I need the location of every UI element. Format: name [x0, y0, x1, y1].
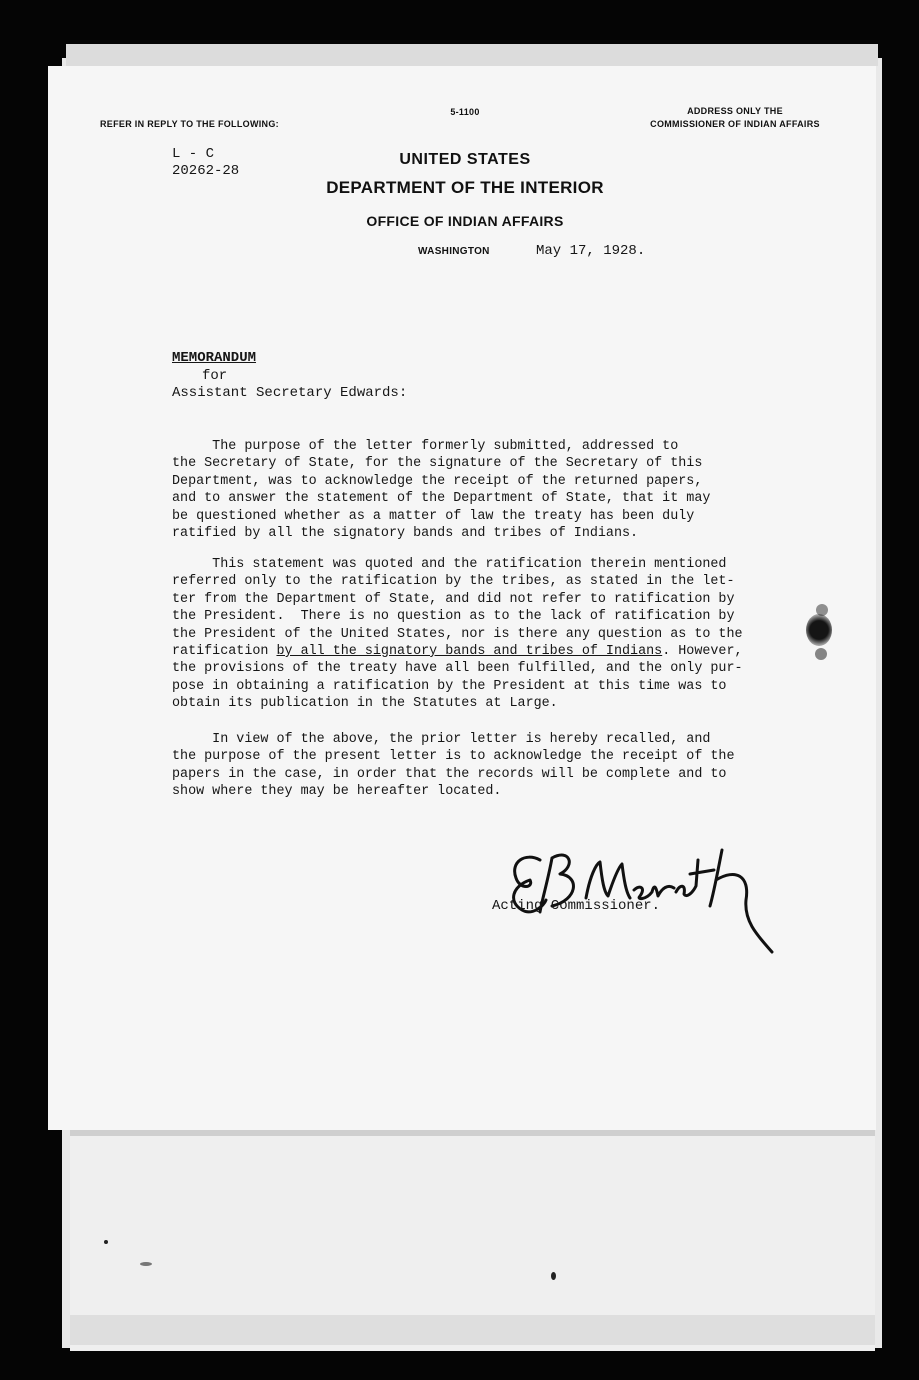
file-reference	[172, 146, 239, 180]
body-line: pose in obtaining a ratification by the President at this time was to	[172, 678, 727, 694]
ink-smudge	[806, 614, 832, 646]
memo-for: for	[202, 367, 228, 384]
body-line: the purpose of the present letter is to acknowledge the receipt of the	[172, 749, 735, 765]
memo-heading	[172, 350, 407, 403]
form-number: 5-1100	[450, 107, 480, 117]
paragraph-2	[172, 556, 792, 713]
underlined-phrase: by all the signatory bands and tribes of Indians	[276, 643, 663, 659]
letterhead-department: DEPARTMENT OF THE INTERIOR	[326, 178, 604, 197]
body-line: the Secretary of State, for the signature of the Secretary of this	[172, 456, 703, 472]
body-line: ratified by all the signatory bands and tribes of Indians.	[172, 525, 639, 541]
memo-title: MEMORANDUM	[172, 350, 257, 366]
body-text: . However,	[662, 643, 743, 659]
file-reference-line-1: L - C	[172, 146, 215, 162]
bottom-sheet-edge	[70, 1315, 875, 1345]
body-text: ratification	[172, 643, 277, 659]
ink-spot	[140, 1262, 152, 1266]
body-line: papers in the case, in order that the records will be complete and to	[172, 766, 727, 782]
letterhead-city: WASHINGTON	[418, 246, 490, 257]
body-line: be questioned whether as a matter of law the treaty has been duly	[172, 508, 695, 524]
body-line: the provisions of the treaty have all been fulfilled, and the only pur-	[172, 661, 743, 677]
body-line: show where they may be hereafter located.	[172, 784, 502, 800]
page-top-edge	[66, 44, 878, 66]
letterhead-office: OFFICE OF INDIAN AFFAIRS	[366, 213, 564, 229]
body-line: the President. There is no question as to the lack of ratification by	[172, 609, 735, 625]
address-line-1: ADDRESS ONLY THE	[687, 106, 783, 116]
memo-addressee: Assistant Secretary Edwards:	[172, 385, 408, 401]
ink-spot	[104, 1240, 108, 1244]
paragraph-1	[172, 438, 792, 542]
letterhead-country: UNITED STATES	[399, 151, 531, 168]
ink-smudge	[815, 648, 827, 660]
body-line: This statement was quoted and the ratification therein mentioned	[172, 557, 727, 572]
ink-spot	[551, 1272, 556, 1280]
body-line: Department, was to acknowledge the receipt of the returned papers,	[172, 473, 703, 489]
body-line: In view of the above, the prior letter is hereby recalled, and	[172, 732, 711, 747]
body-line: and to answer the statement of the Department of State, that it may	[172, 491, 711, 507]
body-line: the President of the United States, nor is there any question as to the	[172, 626, 743, 642]
signature-title: Acting Commissioner.	[492, 898, 661, 914]
body-line: referred only to the ratification by the tribes, as stated in the let-	[172, 574, 735, 590]
ink-smudge	[816, 604, 828, 616]
body-line-underlined	[172, 643, 792, 660]
letter-date: May 17, 1928.	[536, 243, 646, 259]
body-line: ter from the Department of State, and did not refer to ratification by	[172, 591, 735, 607]
address-line-2: COMMISSIONER OF INDIAN AFFAIRS	[650, 119, 820, 129]
paragraph-3	[172, 731, 792, 801]
body-line: The purpose of the letter formerly submitted, addressed to	[172, 439, 679, 454]
file-reference-line-2: 20262-28	[172, 163, 240, 179]
address-instruction	[640, 105, 830, 131]
refer-instruction: REFER IN REPLY TO THE FOLLOWING:	[100, 119, 279, 129]
body-line: obtain its publication in the Statutes at Large.	[172, 696, 558, 712]
